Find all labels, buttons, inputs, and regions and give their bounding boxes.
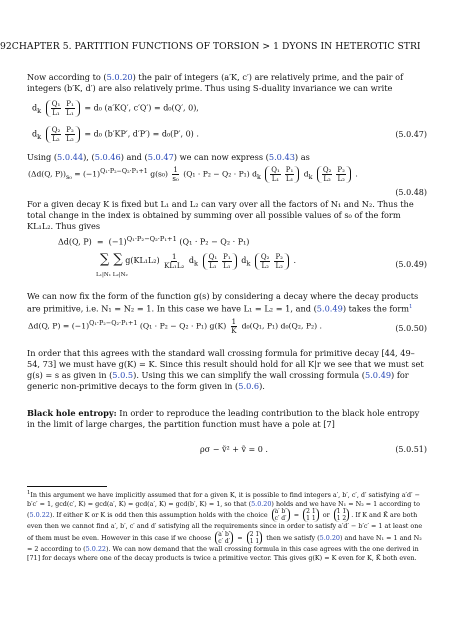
text: ) for generic non-primitive decays to the form given in ( — [27, 370, 409, 391]
text: We can now fix the form of the function g(s) by considering a decay where the decay products are primitive, i.e. N₁ = N₂ = 1. In this case we have L₁ = L₂ = 1, and ( — [27, 291, 419, 314]
text: Using ( — [27, 152, 58, 162]
paragraph-3: For a given decay K is fixed but L₁ and L₂ can vary over all the factors of N₁ and N₂. Thus the total change in the index is obtained by summing over all possible values of s₀ of the form KL₁L₂. Thus gives — [27, 199, 414, 231]
equation-link[interactable]: 5.0.44 — [57, 152, 84, 162]
text: ) takes the form — [342, 303, 410, 314]
matrix: $\frac{\text{Q₁}}{\text{L₁}}$ $\frac{\text{P₁}}{\text{L₁}}$ — [46, 100, 80, 117]
equation-link[interactable]: 5.0.47 — [147, 152, 174, 162]
paragraph-5 — [27, 348, 427, 392]
equation-link[interactable]: 5.0.20 — [251, 499, 272, 508]
matrix: 2 1 1 1 — [247, 531, 263, 545]
text: ). We can now demand that the wall crossing formula in this case agrees with the one derived in [71] for decays where one of the decay products is twice a primitive vector. This gives g(K) = K even for K, K̄ both even. — [27, 544, 419, 562]
text: ). Using this we can simplify the wall crossing formula ( — [133, 370, 365, 380]
equation-5-0-47-row-1: $d_k$ $\frac{\text{Q₁}}{\text{L₁}}$ $\frac{\text{P₁}}{\text{L₁}}$ = d₀ (a′KQ′, c′Q′) = d₀(Q′, 0), — [32, 100, 199, 117]
text: Now according to ( — [27, 72, 107, 82]
text: In order that this agrees with the standard wall crossing formula for primitive decay [44, 49–54, 73] we must have g(K) = K. Since this result should hold for all K|r we see that we must set g(s) = s as given in ( — [27, 348, 424, 380]
equation-rhs: = d₀ (b′KP′, d′P′) = d₀(P′, 0) . — [84, 129, 199, 139]
paragraph-2 — [27, 152, 427, 163]
equation-5-0-48: (Δd(Q, $P))_{s_0} = (-1)^{Q_1\cdot P_2-Q_2\cdot P_1+1}$ g(s₀) $\frac{1}{\text{s₀}}$ (Q₁ · P₂ − Q₂ · P₁) $d_k$ $\frac{\text{Q₁}}{\text{L₁}}$ $\frac{\text{P₁}}{\text{L₁}}$ $d_k$ $\frac{\text{Q₂}}{\text{L₂}}$ $\frac{\text{P₂}}{\text{L₂}}$ . — [28, 166, 358, 183]
text: ) the pair of integers (a′K, c′) are relatively prime, and the pair of integers (b′K, d′) are also relatively prime. Thus using S-duality invariance we can write — [27, 72, 404, 93]
equation-5-0-49-row-2: ∑ ∑ g(KL₁L₂) $\frac{1}{\text{KL₁L₂}}$ $d_k$ $\frac{\text{Q₁}}{\text{L₁}}$ $\frac{\text{P₁}}{\text{L₁}}$ $d_k$ $\frac{\text{Q₂}}{\text{L₂}}$ $\frac{\text{P₂}}{\text{L₂}}$ . — [100, 252, 297, 270]
text: ), ( — [83, 152, 95, 162]
matrix: a′ b′ c′ d′ — [272, 508, 290, 522]
text: . If K and K̄ are both even then we cannot find a′, b′, c′ and d′ satisfying all the requirements since in order to satisfy a′d′ − b′c′ = 1 at least one of them must be even. However in this case if we choose — [27, 511, 423, 542]
equation-number: (5.0.51) — [395, 445, 427, 454]
equation-number: (5.0.50) — [395, 324, 427, 333]
equation-number: (5.0.47) — [395, 130, 427, 139]
footnote-marker[interactable]: 1 — [409, 304, 413, 310]
matrix: a′ b′ c′ d′ — [215, 531, 233, 545]
equation-rhs: = d₀ (a′KQ′, c′Q′) = d₀(Q′, 0), — [84, 103, 199, 113]
summation-limits: L₁|N₁ L₂|N₂ — [96, 272, 128, 278]
equation-link[interactable]: 5.0.20 — [319, 533, 340, 542]
footnote: $^1$In this argument we have implicitly assumed that for a given K, it is possible to find integers a′, b′, c′, d′ satisfying a′d′ − b′c′ = 1, gcd(c′, K) = gcd(a′, K) = gcd(a′, K) = gcd(b′, K) = 1, so that (5.0.20) holds and we have N₁ = N₂ = 1 according to (5.0.22). If either K or K is odd then this assumption holds with the choice a′ b′ c′ d′ = 2 1 1 1 or 1 1 1 2 . If K and K̄ are both even then we cannot find a′, b′, c′ and d′ satisfying all the requirements since in order to satisfy a′d′ − b′c′ = 1 at least one of them must be even. However in this case if we choose a′ b′ c′ d′ = 2 1 1 1 then we satisfy (5.0.20) and have N₁ = 1 and N₂ = 2 according to (5.0.22). We can now demand that the wall crossing formula in this case agrees with the one derived in [71] for decays where one of the decay products is twice a primitive vector. This gives g(K) = K even for K, K̄ both even. — [27, 490, 423, 562]
equation-link[interactable]: 5.0.49 — [364, 370, 392, 380]
text: ). — [259, 381, 265, 391]
text: ) as — [294, 152, 310, 162]
equation-link[interactable]: 5.0.46 — [94, 152, 121, 162]
equation-5-0-50: Δd(Q, $P) = (-1)^{Q_1\cdot P_2-Q_2\cdot P_1+1}$ (Q₁ · P₂ − Q₂ · P₁) g(K) $\frac{1}{K}$ d₀(Q₁, P₁) d₀(Q₂, P₂) . — [28, 318, 322, 335]
paragraph-1 — [27, 72, 427, 94]
running-header: 92CHAPTER 5. PARTITION FUNCTIONS OF TORSION > 1 DYONS IN HETEROTIC STRI — [0, 41, 421, 52]
paragraph-6 — [27, 408, 427, 430]
text: then we satisfy ( — [266, 533, 320, 542]
footnote-number: 1 — [27, 490, 31, 496]
equation-link[interactable]: 5.0.6 — [238, 381, 260, 391]
text: ) and ( — [120, 152, 148, 162]
equation-5-0-51: ρσ − ṽ² + ṽ = 0 . — [200, 445, 268, 454]
equation-5-0-49-row-1: Δd(Q, $P) = (-1)^{Q_1\cdot P_2-Q_2\cdot P_1+1}$ (Q₁ · P₂ − Q₂ · P₁) — [58, 235, 250, 247]
text: In this argument we have implicitly assumed that for a given K, it is possible to find integers a′, b′, c′, d′ satisfying a′d′ − b′c′ = 1, gcd(c′, K) = gcd(a′, K) = gcd(a′, K) = gcd(b′, K) = 1, so that ( — [27, 491, 420, 508]
text: ) holds and we have N₁ = N₂ = 1 according to ( — [27, 499, 420, 520]
matrix: 2 1 1 1 — [303, 508, 319, 522]
equation-link[interactable]: 5.0.5 — [112, 370, 134, 380]
text: ). If either K or K is odd then this assumption holds with the choice — [49, 511, 268, 520]
equation-link[interactable]: 5.0.22 — [85, 544, 106, 553]
matrix: $\frac{\text{Q₂}}{\text{L₂}}$ $\frac{\text{P₂}}{\text{L₂}}$ — [46, 126, 80, 143]
section-label: Black hole entropy: — [27, 408, 117, 418]
equation-number: (5.0.49) — [395, 260, 427, 269]
equation-link[interactable]: 5.0.43 — [268, 152, 295, 162]
equation-link[interactable]: 5.0.49 — [316, 303, 343, 314]
equation-link[interactable]: 5.0.20 — [106, 72, 133, 82]
text: or — [322, 511, 330, 520]
matrix: 1 1 1 2 — [334, 508, 350, 522]
text: In order to reproduce the leading contribution to the black hole entropy in the limit of large charges, the partition function must have a pole at [7] — [27, 408, 420, 429]
equation-number: (5.0.48) — [395, 188, 427, 197]
equation-5-0-47-row-2: $d_k$ $\frac{\text{Q₂}}{\text{L₂}}$ $\frac{\text{P₂}}{\text{L₂}}$ = d₀ (b′KP′, d′P′) = d₀(P′, 0) . — [32, 126, 199, 143]
footnote-rule — [27, 486, 107, 487]
text: ) we can now express ( — [173, 152, 269, 162]
paragraph-4 — [27, 291, 427, 315]
text: ) and have N₁ = 1 and N₂ = 2 according to ( — [27, 533, 422, 553]
equation-link[interactable]: 5.0.22 — [29, 511, 50, 520]
